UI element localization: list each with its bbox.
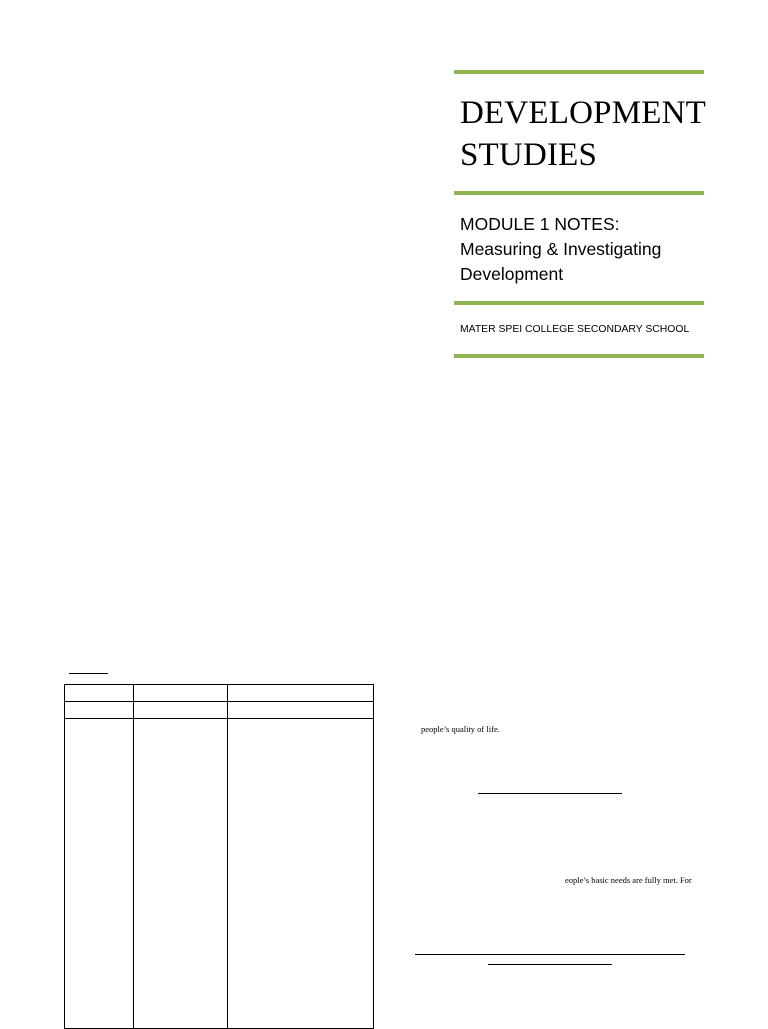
underline-rule: [415, 954, 685, 955]
table-cell: [228, 719, 374, 1029]
bottom-divider: [454, 354, 704, 358]
heading-underline: [69, 673, 108, 674]
empty-table: [64, 684, 374, 1029]
module-line-2: Measuring & Investigating: [460, 239, 662, 259]
table-header-row: [65, 685, 374, 702]
table-cell: [134, 719, 228, 1029]
table-row: [65, 719, 374, 1029]
title-divider: [454, 191, 704, 195]
subtitle-divider: [454, 301, 704, 305]
table-cell: [65, 702, 134, 719]
module-line-1: MODULE 1 NOTES:: [460, 214, 620, 234]
top-divider: [454, 70, 704, 74]
underline-rule: [488, 964, 612, 965]
underline-rule: [478, 793, 622, 794]
table-cell: [228, 702, 374, 719]
text-fragment: people’s quality of life.: [421, 724, 500, 734]
text-fragment: eople’s basic needs are fully met. For: [565, 875, 692, 885]
module-line-3: Development: [460, 264, 564, 284]
document-title: [460, 92, 730, 176]
module-subtitle: [460, 212, 720, 287]
table-row: [65, 702, 374, 719]
table-cell: [134, 702, 228, 719]
school-name: MATER SPEI COLLEGE SECONDARY SCHOOL: [460, 324, 690, 335]
title-line-1: DEVELOPMENT: [460, 95, 707, 131]
table-cell: [65, 719, 134, 1029]
table-cell: [228, 685, 374, 702]
table-cell: [65, 685, 134, 702]
table-cell: [134, 685, 228, 702]
title-line-2: STUDIES: [460, 137, 598, 173]
